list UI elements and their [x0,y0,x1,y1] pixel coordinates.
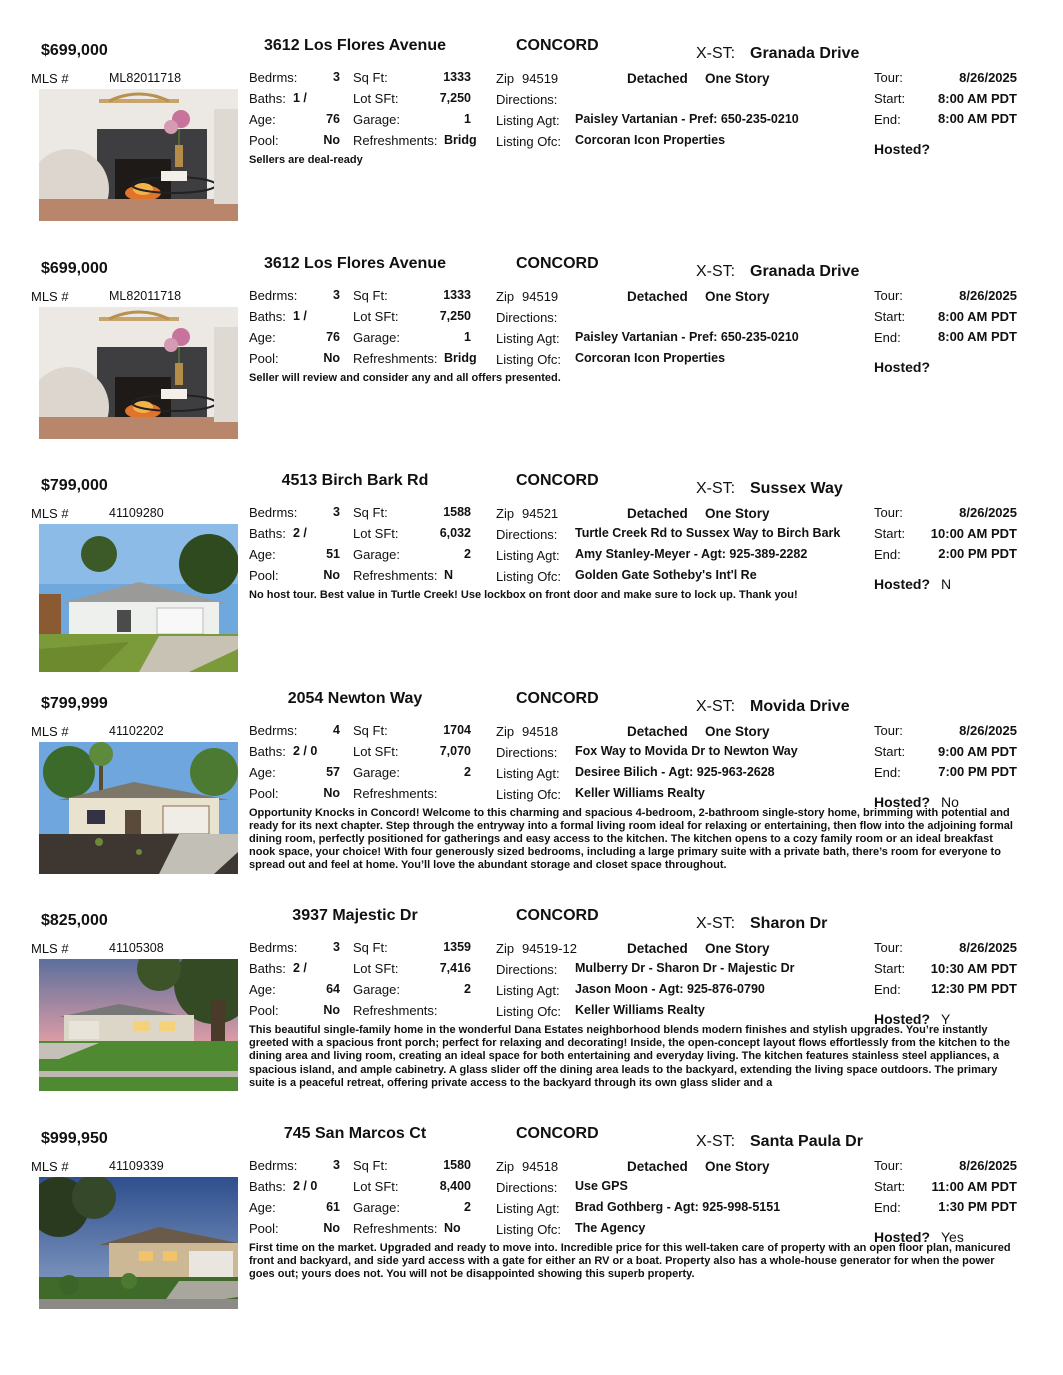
garage-value: 1 [464,329,471,344]
age-value: 76 [326,329,340,344]
baths-label: Baths: [249,308,286,324]
listing-office-label: Listing Ofc: [496,134,562,149]
zip-value: 94521 [522,506,559,521]
listing-agent-label: Listing Agt: [496,113,560,128]
tour-date: 8/26/2025 [959,722,1017,738]
baths-label: Baths: [249,961,286,976]
age-value: 64 [326,982,340,996]
bedrms-value: 4 [333,722,340,737]
mls-label: MLS # [31,1158,69,1174]
start-time: 10:00 AM PDT [930,526,1017,541]
lotsft-value: 7,250 [439,308,471,323]
garage-label: Garage: [353,764,400,780]
house-photo [39,959,238,1091]
mls-number: 41109280 [109,506,164,520]
hosted-value: Y [941,1011,951,1027]
bedrms-value: 3 [333,940,340,954]
property-type: Detached [627,1158,688,1174]
listing-agent-label: Listing Agt: [496,1200,560,1216]
tour-date: 8/26/2025 [959,1157,1017,1173]
listing-agent-value: Amy Stanley-Meyer - Agt: 925-389-2282 [575,547,808,561]
pool-label: Pool: [249,568,279,583]
garage-value: 2 [464,982,471,996]
address: 745 San Marcos Ct [283,1124,427,1142]
mls-number: ML82011718 [109,288,182,303]
cross-street-label: X-ST: [696,697,736,715]
cross-street: Granada Drive [750,262,860,280]
zip-label: Zip [496,506,515,521]
zip-label: Zip [496,288,515,304]
sqft-value: 1359 [443,940,471,954]
mls-label: MLS # [31,506,69,521]
garage-label: Garage: [353,112,400,127]
stories: One Story [705,288,770,304]
house-photo [39,1177,238,1309]
remarks: Sellers are deal-ready [249,154,363,166]
refreshments-label: Refreshments: [353,785,438,801]
zip-label: Zip [496,1158,515,1174]
cross-street-label: X-ST: [696,262,736,280]
zip-value: 94519 [522,288,559,304]
refreshments-value: N [444,568,454,582]
listing-agent-value: Paisley Vartanian - Pref: 650-235-0210 [575,329,799,344]
zip-value: 94518 [522,723,559,739]
stories: One Story [705,506,770,521]
hosted-label: Hosted? [874,1228,930,1245]
tour-label: Tour: [874,1157,903,1173]
lotsft-label: Lot SFt: [353,308,399,324]
tour-date: 8/26/2025 [959,287,1017,303]
baths-value: 2 / 0 [293,1178,318,1193]
bedrms-label: Bedrms: [249,70,298,85]
stories: One Story [705,71,770,86]
cross-street-label: X-ST: [696,480,736,497]
sqft-value: 1704 [443,722,471,737]
lotsft-label: Lot SFt: [353,743,399,759]
end-label: End: [874,112,901,127]
baths-value: 1 / [293,308,307,323]
listing-office-label: Listing Ofc: [496,569,562,584]
listing-card [0,903,1063,1120]
price: $799,999 [41,694,108,712]
stories: One Story [705,723,770,739]
city: CONCORD [516,37,599,54]
stories: One Story [705,941,770,956]
end-time: 1:30 PM PDT [938,1198,1017,1214]
end-label: End: [874,764,901,780]
bedrms-label: Bedrms: [249,1157,298,1173]
lotsft-value: 7,416 [439,961,471,975]
bedrms-value: 3 [333,70,340,84]
remarks: Opportunity Knocks in Concord! Welcome to this charming and spacious 4-bedroom, 2-bathroom single-story home, brimming with potential and ready for its next chapter. Step through the entryway into a formal living room ideal for relaxing or entertaining, then flow into the adjoining formal dining room, perfectly positioned for gatherings and easy access to the kitchen. The kitchen opens to a cozy family room or an ideal breakfast nook space, your choice! With four generously sized bedrooms, including a large primary suite with a private bath, there’s room for everyone to spread out and feel at home. You’ll love the abundant storage and closet space throughout. [249,806,1013,872]
price: $999,950 [41,1129,108,1147]
hosted-value: No [941,793,959,810]
baths-value: 2 / [293,526,307,540]
address: 2054 Newton Way [287,689,423,707]
garage-label: Garage: [353,547,400,562]
baths-label: Baths: [249,743,286,759]
start-label: Start: [874,91,906,106]
remarks: Seller will review and consider any and all offers presented. [249,371,561,384]
sqft-label: Sq Ft: [353,287,388,303]
bedrms-value: 3 [333,287,340,302]
directions-label: Directions: [496,527,558,542]
address: 4513 Birch Bark Rd [281,472,429,489]
listing-office-label: Listing Ofc: [496,351,562,367]
sqft-label: Sq Ft: [353,1157,388,1173]
listing-agent-value: Brad Gothberg - Agt: 925-998-5151 [575,1199,781,1214]
listing-card [0,251,1063,468]
city: CONCORD [516,472,599,489]
start-label: Start: [874,743,906,759]
bedrms-value: 3 [333,1157,340,1172]
listing-photo [39,524,238,672]
city: CONCORD [516,907,599,924]
garage-value: 2 [464,1199,471,1214]
hosted-label: Hosted? [874,576,930,592]
zip-value: 94519 [522,71,559,86]
lotsft-value: 7,070 [439,743,471,758]
age-label: Age: [249,547,276,562]
tour-label: Tour: [874,940,903,955]
mls-label: MLS # [31,941,69,956]
sqft-value: 1333 [443,287,471,302]
sqft-label: Sq Ft: [353,940,388,955]
cross-street: Sussex Way [750,480,843,497]
bedrms-label: Bedrms: [249,940,298,955]
property-type: Detached [627,506,688,521]
end-time: 2:00 PM PDT [938,546,1017,561]
zip-label: Zip [496,941,515,956]
listing-office-value: Corcoran Icon Properties [575,350,726,365]
stories: One Story [705,1158,770,1174]
zip-label: Zip [496,71,515,86]
baths-value: 2 / [293,961,307,975]
fireplace-photo [39,307,238,439]
hosted-label: Hosted? [874,1011,930,1027]
sqft-label: Sq Ft: [353,722,388,738]
end-label: End: [874,547,901,562]
age-value: 76 [326,112,340,126]
start-time: 10:30 AM PDT [930,961,1017,976]
start-label: Start: [874,308,906,324]
garage-value: 2 [464,547,471,561]
listing-office-label: Listing Ofc: [496,1004,562,1019]
refreshments-label: Refreshments: [353,1220,438,1236]
address: 3612 Los Flores Avenue [264,37,446,54]
directions-value: Use GPS [575,1178,628,1193]
listing-agent-label: Listing Agt: [496,330,560,346]
cross-street: Granada Drive [750,45,860,62]
listing-agent-label: Listing Agt: [496,548,560,563]
pool-value: No [323,785,340,800]
listing-photo [39,1177,238,1309]
price: $825,000 [41,912,108,929]
mls-label: MLS # [31,71,69,86]
zip-value: 94519-12 [522,941,577,956]
refreshments-label: Refreshments: [353,1003,438,1018]
sqft-value: 1580 [443,1157,471,1172]
bedrms-value: 3 [333,505,340,519]
cross-street: Sharon Dr [750,915,828,932]
mls-number: 41102202 [109,723,164,738]
age-value: 57 [326,764,340,779]
listing-card [0,33,1063,250]
sqft-value: 1333 [443,70,471,84]
lotsft-label: Lot SFt: [353,91,399,106]
mls-label: MLS # [31,288,69,304]
age-value: 51 [326,547,340,561]
property-type: Detached [627,288,688,304]
listing-office-label: Listing Ofc: [496,1221,562,1237]
directions-label: Directions: [496,744,558,760]
directions-label: Directions: [496,962,558,977]
tour-label: Tour: [874,722,903,738]
listing-photo [39,89,238,221]
listing-agent-label: Listing Agt: [496,765,560,781]
hosted-label: Hosted? [874,141,930,157]
start-label: Start: [874,526,906,541]
address: 3937 Majestic Dr [292,907,418,924]
listing-office-value: Keller Williams Realty [575,1003,705,1017]
tour-label: Tour: [874,505,903,520]
hosted-value: Yes [941,1228,964,1245]
tour-date: 8/26/2025 [959,70,1017,85]
baths-label: Baths: [249,91,286,106]
remarks: First time on the market. Upgraded and ready to move into. Incredible price for this well-taken care of property with an open floor plan, manicured front and backyard, and side yard access with a gate for either an RV or a boat. Property also has a whole-house generator for when the power goes out; yours does not. You will not be disappointed showing this superb property. [249,1241,1011,1280]
pool-value: No [323,568,340,582]
directions-label: Directions: [496,92,558,107]
baths-value: 2 / 0 [293,743,318,758]
end-label: End: [874,982,901,997]
listing-card [0,1121,1063,1338]
listing-agent-label: Listing Agt: [496,983,560,998]
cross-street-label: X-ST: [696,915,736,932]
listing-office-value: Keller Williams Realty [575,785,705,800]
baths-value: 1 / [293,91,307,105]
start-time: 8:00 AM PDT [938,308,1017,324]
city: CONCORD [516,1124,599,1142]
property-type: Detached [627,71,688,86]
bedrms-label: Bedrms: [249,287,298,303]
refreshments-value: Bridg [444,350,477,365]
house-photo [39,524,238,672]
tour-label: Tour: [874,70,903,85]
address: 3612 Los Flores Avenue [264,254,446,272]
listing-office-value: The Agency [575,1220,646,1235]
zip-label: Zip [496,723,515,739]
directions-value: Turtle Creek Rd to Sussex Way to Birch Bark [575,526,841,540]
start-label: Start: [874,1178,906,1194]
remarks: No host tour. Best value in Turtle Creek! Use lockbox on front door and make sure to lock up. Thank you! [249,589,798,601]
refreshments-label: Refreshments: [353,568,438,583]
age-label: Age: [249,1199,276,1215]
mls-number: 41109339 [109,1158,164,1173]
age-label: Age: [249,764,276,780]
mls-number: 41105308 [109,941,164,955]
mls-number: ML82011718 [109,71,182,85]
house-photo [39,742,238,874]
lotsft-label: Lot SFt: [353,1178,399,1194]
sqft-label: Sq Ft: [353,505,388,520]
refreshments-label: Refreshments: [353,350,438,366]
end-label: End: [874,1199,901,1215]
garage-label: Garage: [353,982,400,997]
sqft-label: Sq Ft: [353,70,388,85]
directions-label: Directions: [496,1179,558,1195]
price: $699,000 [41,42,108,59]
cross-street-label: X-ST: [696,45,736,62]
baths-label: Baths: [249,1178,286,1194]
listing-photo [39,742,238,874]
pool-label: Pool: [249,133,279,148]
end-time: 12:30 PM PDT [931,981,1017,996]
refreshments-value: Bridg [444,133,477,147]
pool-value: No [323,1220,340,1235]
directions-value: Mulberry Dr - Sharon Dr - Majestic Dr [575,961,795,975]
bedrms-label: Bedrms: [249,722,298,738]
cross-street-label: X-ST: [696,1132,736,1150]
age-value: 61 [326,1199,340,1214]
pool-value: No [323,350,340,365]
sqft-value: 1588 [443,505,471,519]
listing-card [0,468,1063,685]
hosted-label: Hosted? [874,358,930,375]
end-time: 8:00 AM PDT [938,328,1017,344]
lotsft-value: 8,400 [439,1178,471,1193]
property-type: Detached [627,723,688,739]
lotsft-label: Lot SFt: [353,526,399,541]
remarks: This beautiful single-family home in the wonderful Dana Estates neighborhood blends modern finishes and stylish upgrades. You’re instantly greeted with a spacious front porch; perfect for relaxing and decorating! Inside, the open-concept layout flows effortlessly from the kitchen to the dining area and living room, creating an ideal space for both entertaining and everyday living. The kitchen features stainless steel appliances, a spacious island, and ample cabinetry. A glass slider off the dining area leads to the backyard, extending the living space outdoors. The primary suite is a peaceful retreat, offering private access to the backyard through its own glass slider and a [249,1024,1010,1089]
directions-value: Fox Way to Movida Dr to Newton Way [575,743,798,758]
age-label: Age: [249,329,276,345]
baths-label: Baths: [249,526,286,541]
listing-agent-value: Jason Moon - Agt: 925-876-0790 [575,982,765,996]
city: CONCORD [516,254,599,272]
cross-street: Santa Paula Dr [750,1132,863,1150]
zip-value: 94518 [522,1158,559,1174]
listing-office-value: Corcoran Icon Properties [575,133,726,147]
garage-value: 1 [464,112,471,126]
listing-card [0,686,1063,903]
start-time: 11:00 AM PDT [931,1178,1017,1194]
lotsft-value: 7,250 [439,91,471,105]
refreshments-value: No [444,1220,461,1235]
property-type: Detached [627,941,688,956]
cross-street: Movida Drive [750,697,850,715]
lotsft-value: 6,032 [439,526,471,540]
pool-label: Pool: [249,1220,279,1236]
directions-label: Directions: [496,309,558,325]
tour-date: 8/26/2025 [959,940,1017,955]
end-time: 8:00 AM PDT [938,111,1017,126]
pool-label: Pool: [249,1003,279,1018]
mls-label: MLS # [31,723,69,739]
price: $699,000 [41,259,108,277]
hosted-value: N [941,576,952,592]
start-time: 9:00 AM PDT [938,743,1017,759]
garage-label: Garage: [353,329,400,345]
age-label: Age: [249,982,276,997]
lotsft-label: Lot SFt: [353,961,399,976]
garage-label: Garage: [353,1199,400,1215]
listing-office-label: Listing Ofc: [496,786,562,802]
pool-label: Pool: [249,785,279,801]
listing-photo [39,307,238,439]
age-label: Age: [249,112,276,127]
garage-value: 2 [464,764,471,779]
listing-photo [39,959,238,1091]
price: $799,000 [41,477,108,494]
pool-value: No [323,1003,340,1017]
fireplace-photo [39,89,238,221]
listing-office-value: Golden Gate Sotheby's Int'l Re [575,568,757,582]
pool-label: Pool: [249,350,279,366]
pool-value: No [323,133,340,147]
end-label: End: [874,329,901,345]
end-time: 7:00 PM PDT [938,763,1017,779]
start-time: 8:00 AM PDT [938,91,1017,106]
listing-agent-value: Desiree Bilich - Agt: 925-963-2628 [575,764,775,779]
listing-agent-value: Paisley Vartanian - Pref: 650-235-0210 [575,112,799,126]
start-label: Start: [874,961,906,976]
tour-label: Tour: [874,287,903,303]
refreshments-label: Refreshments: [353,133,438,148]
hosted-label: Hosted? [874,793,930,810]
tour-date: 8/26/2025 [959,505,1017,520]
city: CONCORD [516,689,599,707]
bedrms-label: Bedrms: [249,505,298,520]
